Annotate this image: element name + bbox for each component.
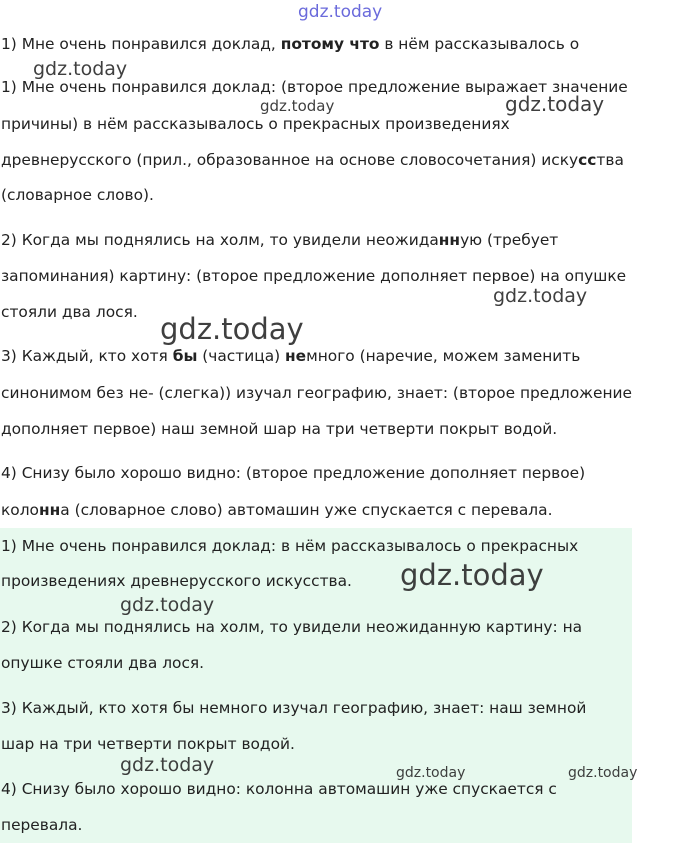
sentence-2-line-1 bbox=[1, 222, 558, 259]
watermark: gdz.today bbox=[505, 92, 605, 116]
watermark: gdz.today bbox=[260, 97, 335, 115]
watermark: gdz.today bbox=[120, 754, 215, 776]
answer-1-line-2: произведениях древнерусского искусства. bbox=[1, 572, 352, 590]
sentence-1-line-3-bold: сс bbox=[578, 151, 597, 169]
watermark: gdz.today bbox=[396, 765, 466, 781]
sentence-3-line-3: дополняет первое) наш земной шар на три четверти покрыт водой. bbox=[1, 420, 558, 438]
watermark: gdz.today bbox=[160, 312, 304, 346]
sentence-1-line-3-text: древнерусского (прил., образованное на основе словосочетания) иску bbox=[1, 151, 579, 169]
answer-1-line-1: 1) Мне очень понравился доклад: в нём рассказывалось о прекрасных bbox=[1, 537, 579, 555]
sentence-1-line-1: 1) Мне очень понравился доклад: (второе предложение выражает значение bbox=[1, 78, 628, 96]
sentence-2-line-1-text: 2) Когда мы поднялись на холм, то увидели неожида bbox=[1, 231, 439, 249]
sentence-3-line-2: синонимом без не- (слегка)) изучал географию, знает: (второе предложение bbox=[1, 384, 633, 402]
answer-2-line-2: опушке стояли два лося. bbox=[1, 654, 205, 672]
header-watermark: gdz.today bbox=[298, 2, 383, 22]
sentence-4-line-2 bbox=[1, 492, 552, 529]
sentence-4-line-2-bold: нн bbox=[38, 501, 61, 519]
sentence-3-line-1-end: много (наречие, можем заменить bbox=[306, 347, 581, 365]
sentence-2-line-1-bold: нн bbox=[438, 231, 461, 249]
sentence-1-line-2: причины) в нём рассказывалось о прекрасных произведениях bbox=[1, 115, 510, 133]
sentence-1-line-3-end: тва bbox=[596, 151, 624, 169]
answer-3-line-1: 3) Каждый, кто хотя бы немного изучал географию, знает: наш земной bbox=[1, 699, 587, 717]
sentence-2-line-3: стояли два лося. bbox=[1, 303, 138, 321]
sentence-4-line-2-text: коло bbox=[1, 501, 39, 519]
answer-4-line-1: 4) Снизу было хорошо видно: колонна автомашин уже спускается с bbox=[1, 780, 557, 798]
watermark: gdz.today bbox=[493, 285, 588, 307]
answer-2-line-1: 2) Когда мы поднялись на холм, то увидели неожиданную картину: на bbox=[1, 618, 583, 636]
title-line-bold: потому что bbox=[280, 35, 380, 53]
watermark: gdz.today bbox=[400, 558, 544, 592]
sentence-3-line-1-mid: (частица) bbox=[197, 347, 286, 365]
title-line-text-end: в нём рассказывалось о bbox=[379, 35, 580, 53]
sentence-1-line-3 bbox=[1, 142, 624, 179]
sentence-4-line-1: 4) Снизу было хорошо видно: (второе предложение дополняет первое) bbox=[1, 464, 586, 482]
watermark: gdz.today bbox=[568, 765, 638, 781]
watermark: gdz.today bbox=[33, 58, 128, 80]
sentence-3-line-1-bold-b: не bbox=[285, 347, 307, 365]
sentence-3-line-1-text: 3) Каждый, кто хотя bbox=[1, 347, 173, 365]
sentence-2-line-2: запоминания) картину: (второе предложение дополняет первое) на опушке bbox=[1, 267, 627, 285]
title-line-text: 1) Мне очень понравился доклад, bbox=[1, 35, 281, 53]
answer-4-line-2: перевала. bbox=[1, 816, 83, 834]
watermark: gdz.today bbox=[120, 594, 215, 616]
sentence-1-line-4: (словарное слово). bbox=[1, 186, 154, 204]
sentence-2-line-1-end: ую (требует bbox=[460, 231, 559, 249]
sentence-3-line-1-bold-a: бы bbox=[172, 347, 198, 365]
sentence-4-line-2-end: а (словарное слово) автомашин уже спускается с перевала. bbox=[60, 501, 553, 519]
answer-3-line-2: шар на три четверти покрыт водой. bbox=[1, 735, 295, 753]
